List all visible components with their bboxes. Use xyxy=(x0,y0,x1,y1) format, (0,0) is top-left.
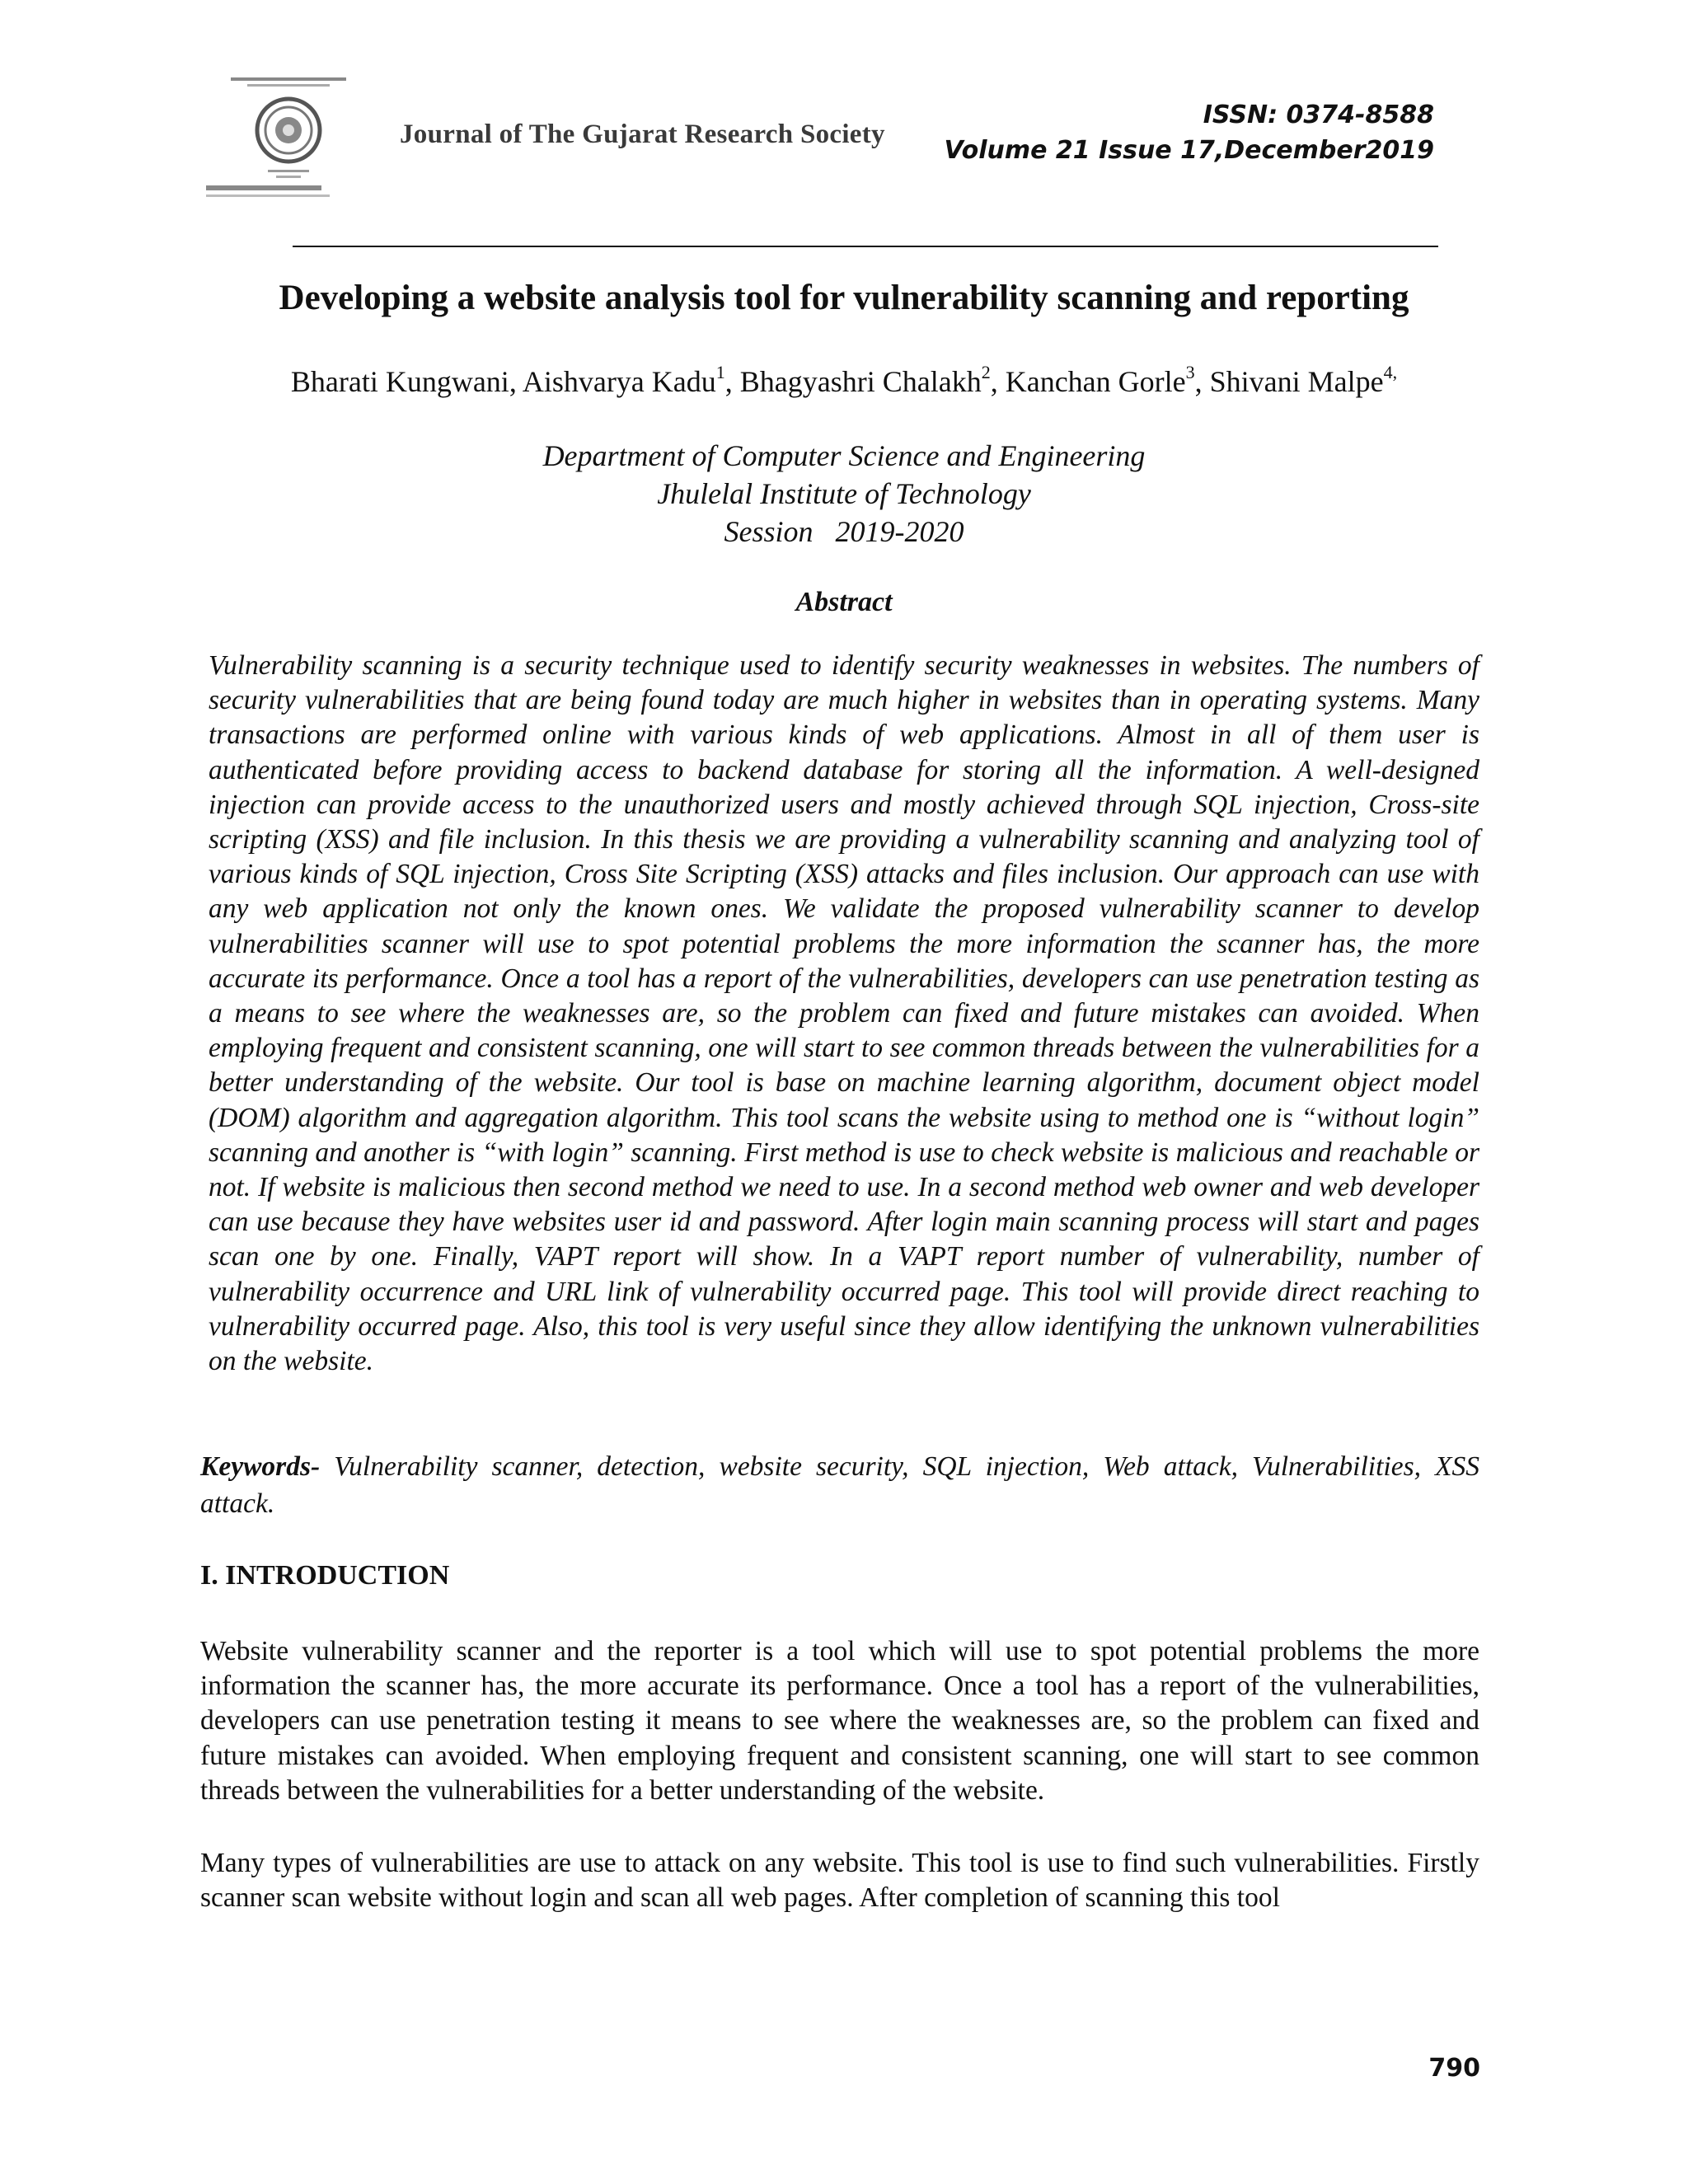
header-rule xyxy=(293,246,1438,247)
author-name: Bhagyashri Chalakh xyxy=(739,365,982,398)
affiliation-block xyxy=(247,437,1441,551)
author-name: Kanchan Gorle xyxy=(1005,365,1186,398)
author-affiliation-mark: 2 xyxy=(981,362,991,382)
author-separator: , xyxy=(509,365,523,398)
keywords-label: Keywords- xyxy=(200,1451,321,1482)
intro-paragraph: Website vulnerability scanner and the reporter is a tool which will use to spot potential problems the more information the scanner has, the more accurate its performance. Once a tool has a report of the vulnerabilities, developers can use penetration testing it means to see where the weaknesses are, so the problem can fixed and future mistakes can avoided. When employing frequent and consistent scanning, one will start to see common threads between the vulnerabilities for a better understanding of the website. xyxy=(200,1636,1479,1806)
affiliation-institute: Jhulelal Institute of Technology xyxy=(657,477,1031,510)
keywords-list: Vulnerability scanner, detection, website security, SQL injection, Web attack, Vulnerabilities, XSS attack. xyxy=(200,1451,1479,1519)
volume-issue: Volume 21 Issue 17,December2019 xyxy=(944,136,1434,165)
author-affiliation-mark: 4, xyxy=(1383,362,1398,382)
author-affiliation-mark: 3 xyxy=(1185,362,1195,382)
abstract-heading: Abstract xyxy=(795,587,893,617)
affiliation-department: Department of Computer Science and Engineering xyxy=(542,439,1146,472)
author-name: Shivani Malpe xyxy=(1209,365,1384,398)
journal-name: Journal of The Gujarat Research Society xyxy=(400,120,885,149)
issn: ISSN: 0374-8588 xyxy=(1203,101,1434,129)
abstract-text: Vulnerability scanning is a security technique used to identify security weaknesses in websites. The numbers of security vulnerabilities that are being found today are much higher in websites than in operating systems. Many transactions are performed online with various kinds of web applications. Almost in all of them user is authenticated before providing access to backend database for storing all the information. A well-designed injection can provide access to the unauthorized users and mostly achieved through SQL injection, Cross-site scripting (XSS) and file inclusion. In this thesis we are providing a vulnerability scanning and analyzing tool of various kinds of SQL injection, Cross Site Scripting (XSS) attacks and files inclusion. Our approach can use with any web application not only the known ones. We validate the proposed vulnerability scanner to develop vulnerabilities scanner will use to spot potential problems the more information the scanner has, the more accurate its performance. Once a tool has a report of the vulnerabilities, developers can use penetration testing as a means to see where the weaknesses are, so the problem can fixed and future mistakes can avoided. When employing frequent and consistent scanning, one will start to see common threads between the vulnerabilities for a better understanding of the website. Our tool is base on machine learning algorithm, document object model (DOM) algorithm and aggregation algorithm. This tool scans the website using to method one is “without login” scanning and another is “with login” scanning. First method is use to check website is malicious and reachable or not. If website is malicious then second method we need to use. In a second method web owner and web developer can use because they have websites user id and password. After login main scanning process will start and pages scan one by one. Finally, VAPT report will show. In a VAPT report number of vulnerability, number of vulnerability occurrence and URL link of vulnerability occurred page. This tool will provide direct reaching to vulnerability occurred page. Also, this tool is very useful since they allow identifying the unknown vulnerabilities on the website. xyxy=(209,650,1479,1377)
author-list xyxy=(165,364,1523,399)
journal-issn-block xyxy=(945,97,1434,168)
author-separator: , xyxy=(724,365,740,398)
keywords xyxy=(200,1448,1479,1522)
author-affiliation-mark: 1 xyxy=(715,362,725,382)
author-separator: , xyxy=(990,365,1006,398)
journal-seal-logo xyxy=(206,73,371,213)
intro-paragraph: Many types of vulnerabilities are use to attack on any website. This tool is use to find such vulnerabilities. Firstly scanner scan website without login and scan all web pages. After completion of scanning this tool xyxy=(200,1848,1479,1914)
author-name: Aishvarya Kadu xyxy=(522,365,716,398)
author-separator: , xyxy=(1194,365,1210,398)
author-name: Bharati Kungwani xyxy=(290,365,509,398)
affiliation-session: Session 2019-2020 xyxy=(724,515,964,548)
page-number: 790 xyxy=(1428,2054,1480,2083)
section-heading-introduction: I. INTRODUCTION xyxy=(200,1560,450,1591)
paper-title: Developing a website analysis tool for vulnerability scanning and reporting xyxy=(279,279,1409,317)
